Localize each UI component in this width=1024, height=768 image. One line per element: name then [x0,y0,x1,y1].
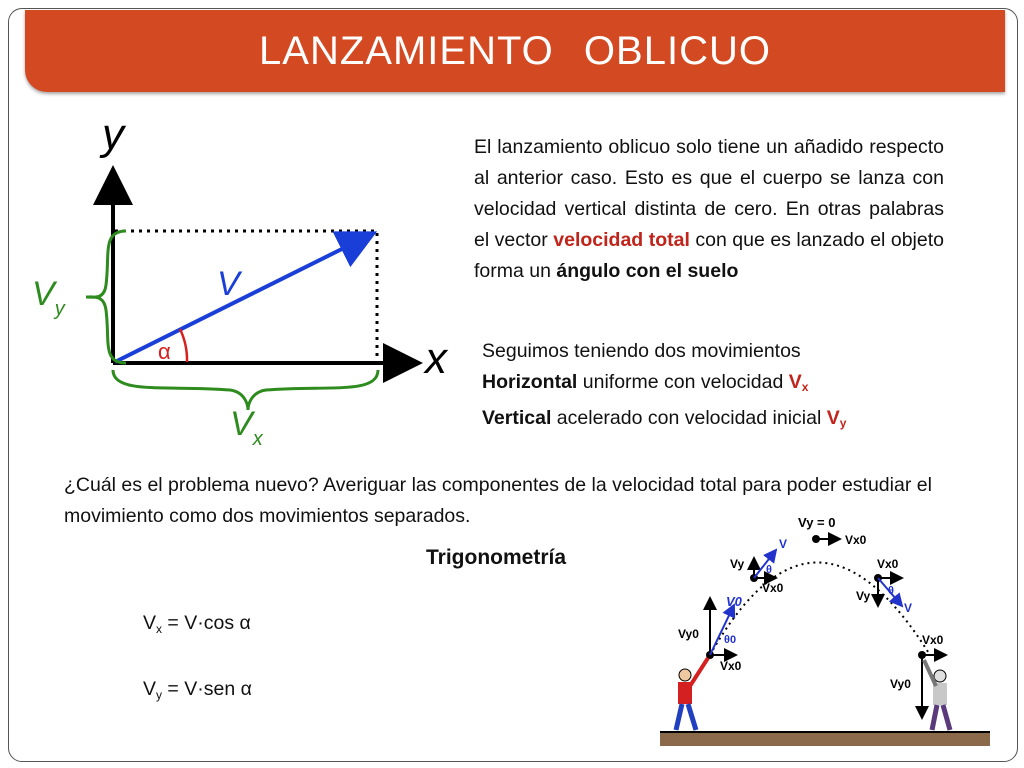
right-mid-vy: Vy [856,589,871,603]
vector-diagram [20,105,470,450]
trig-heading: Trigonometría [426,546,567,569]
slide-title: LANZAMIENTO OBLICUO [259,28,771,73]
vy-label: $V_y$ [32,275,65,320]
intro-bold: ángulo con el suelo [556,260,739,282]
right-mid-vx: Vx0 [877,557,899,571]
vx-label: $V_x$ [230,405,263,450]
angle-label: α [158,339,171,364]
left-mid-theta: θ [766,564,772,576]
angle-arc [180,329,187,362]
movements-list [482,336,942,439]
question-text: ¿Cuál es el problema nuevo? Averiguar las componentes de la velocidad total para poder estudiar el movimiento como dos movimientos separados. [64,474,932,527]
land-vx: Vx0 [922,633,944,647]
launch-vy: Vy0 [678,627,699,641]
left-mid-vy: Vy [730,557,745,571]
vector-label: V [217,265,240,303]
x-axis-label: x [425,334,447,383]
top-vx-label: Vx0 [845,533,867,547]
left-mid-vx: Vx0 [762,581,784,595]
ground [660,732,990,746]
vy-brace [86,231,126,363]
movements-line-1: Seguimos teniendo dos movimientos [482,340,801,362]
left-mid-v: V [779,537,788,551]
launch-vx: Vx0 [720,659,742,673]
movements-line-2: Horizontal uniforme con velocidad $V_x$ [482,371,809,394]
formula-vy: $V_y = V\cdot sen$ α [143,678,252,702]
projectile-illustration [640,510,1000,750]
launch-v: V0 [726,594,742,609]
intro-text-1: El lanzamiento oblicuo solo tiene un añadido respecto al anterior caso. Esto es que el cuerpo se lanza con velocidad vertical distinta de cero. En otras palabras el vector [474,136,944,251]
right-mid-theta: θ [888,585,894,597]
movements-line-3: Vertical acelerado con velocidad inicial $V_y$ [482,407,847,430]
top-vy-label: Vy = 0 [798,515,836,530]
launch-theta: θ0 [724,634,737,646]
vx-brace [113,370,378,410]
right-mid-v: V [904,601,913,615]
formula-vx: $V_x = V\cdot\cos$ α [143,612,251,636]
y-axis-label: y [102,110,124,159]
intro-text-2: con que es lanzado el objeto forma un [474,229,944,282]
intro-highlight: velocidad total [553,229,690,251]
velocity-vector [115,235,370,362]
intro-paragraph [474,132,944,287]
land-vy: Vy0 [890,677,911,691]
